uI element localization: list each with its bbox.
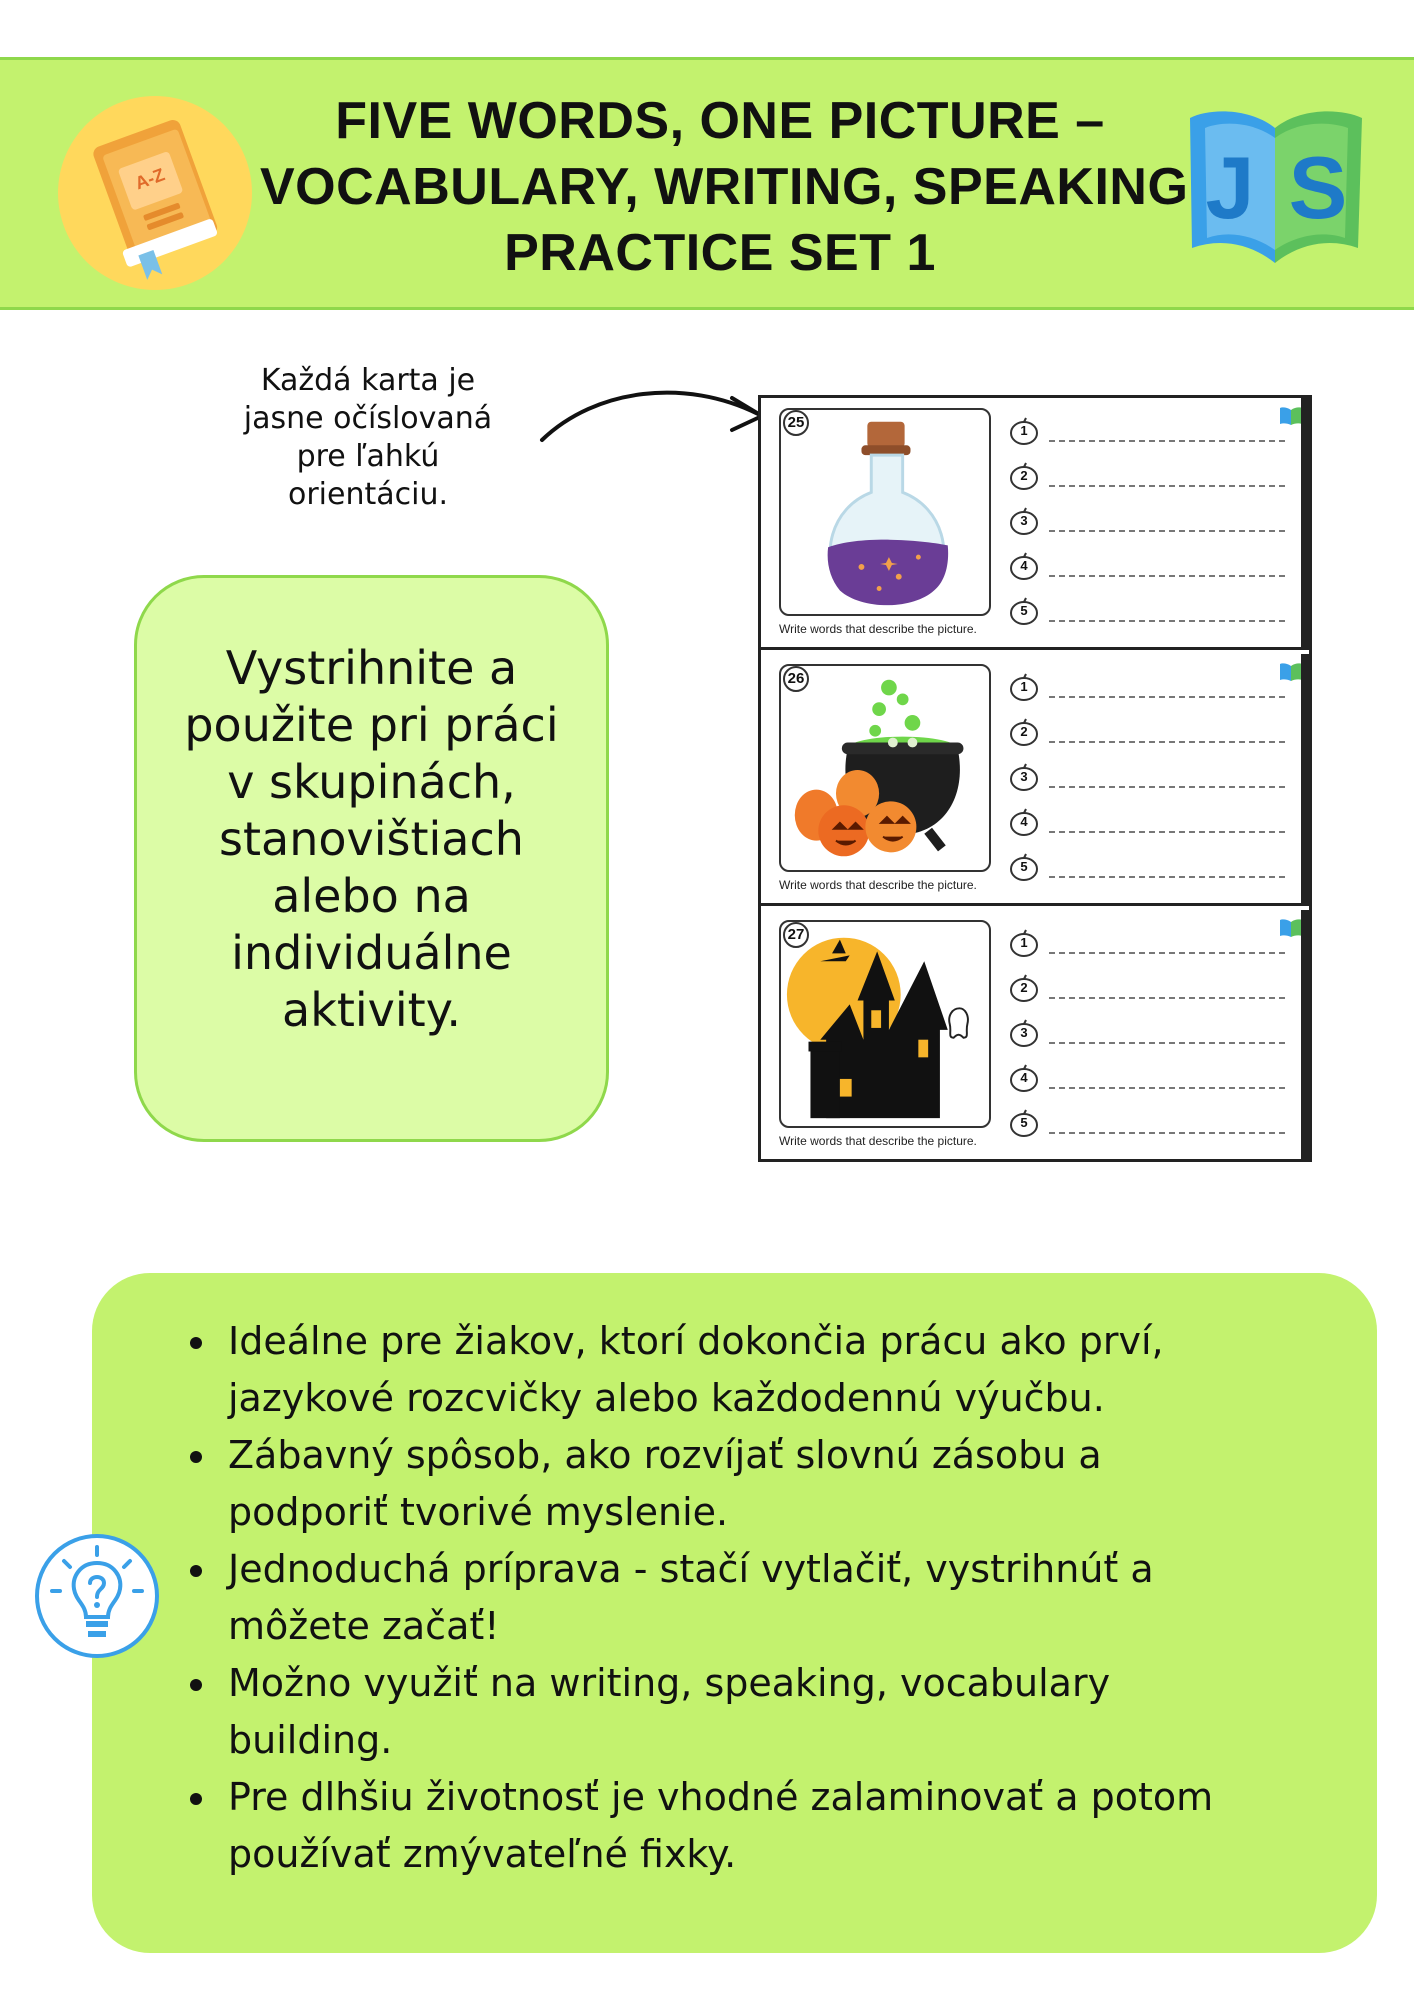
title-line-3: PRACTICE SET 1 [504,224,936,282]
answer-line[interactable] [1009,672,1305,702]
logo-letter-s: S [1288,138,1348,237]
dashed-line [1049,696,1285,698]
answer-line[interactable] [1009,506,1305,536]
dashed-line [1049,1042,1285,1044]
header-banner [0,57,1414,310]
card-edge [1301,654,1309,903]
card-edge [1301,910,1309,1162]
dashed-line [1049,831,1285,833]
arrow-icon [536,378,776,466]
answer-line[interactable] [1009,1063,1305,1093]
list-item [184,1427,1344,1541]
bubble-line: aktivity. [282,983,461,1037]
answer-line[interactable] [1009,416,1305,446]
line-number: 2 [1020,724,1028,739]
card-caption: Write words that describe the picture. [779,878,977,892]
worksheet-card [761,910,1309,1162]
list-item [184,1655,1344,1769]
line-number: 4 [1020,814,1028,829]
note-line: pre ľahkú [296,439,440,474]
answer-line[interactable] [1009,1108,1305,1138]
open-book-logo [1180,98,1370,288]
dashed-line [1049,530,1285,532]
dashed-line [1049,440,1285,442]
haunted-house-picture [779,920,991,1128]
mini-book-icon [1279,406,1303,426]
list-item-line: Zábavný spôsob, ako rozvíjať slovnú zásobu a [228,1433,1102,1477]
lightbulb-question-icon [34,1533,160,1659]
line-number: 1 [1020,423,1028,438]
worksheet-card [761,398,1309,650]
book-icon [58,96,252,290]
potion-bottle-picture [779,408,991,616]
line-number: 4 [1020,558,1028,573]
card-number: 27 [783,922,809,948]
logo-letter-j: J [1205,138,1255,237]
list-item [184,1541,1344,1655]
dashed-line [1049,620,1285,622]
list-item-line: Pre dlhšiu životnosť je vhodné zalaminovať a potom [228,1775,1214,1819]
list-item-line: používať zmývateľné fixky. [228,1832,737,1876]
card-edge [1301,398,1309,647]
line-number: 3 [1020,1025,1028,1040]
dashed-line [1049,876,1285,878]
line-number: 4 [1020,1070,1028,1085]
list-item-line: Ideálne pre žiakov, ktorí dokončia prácu ako prví, [228,1319,1164,1363]
dashed-line [1049,485,1285,487]
bubble-line: v skupinách, [227,755,516,809]
page-title [260,88,1189,286]
answer-line[interactable] [1009,928,1305,958]
mini-book-icon [1279,918,1303,938]
line-number: 1 [1020,679,1028,694]
bubble-line: individuálne [231,926,512,980]
line-number: 5 [1020,859,1028,874]
dashed-line [1049,575,1285,577]
left-logo-text: A-Z [132,164,168,194]
card-number: 26 [783,666,809,692]
answer-line[interactable] [1009,762,1305,792]
line-number: 5 [1020,1115,1028,1130]
worksheet-card [761,654,1309,906]
list-item [184,1313,1344,1427]
list-item [184,1769,1344,1883]
note-line: jasne očíslovaná [243,401,493,436]
list-item-line: podporiť tvorivé myslenie. [228,1490,729,1534]
dashed-line [1049,786,1285,788]
answer-line[interactable] [1009,596,1305,626]
card-caption: Write words that describe the picture. [779,1134,977,1148]
list-item-line: môžete začať! [228,1604,500,1648]
list-item-line: Jednoduchá príprava - stačí vytlačiť, vystrihnúť a [228,1547,1154,1591]
title-line-2: VOCABULARY, WRITING, SPEAKING [260,158,1189,216]
answer-line[interactable] [1009,973,1305,1003]
instructions-bubble [134,575,609,1142]
answer-line[interactable] [1009,1018,1305,1048]
mini-book-icon [1279,662,1303,682]
cauldron-pumpkins-picture [779,664,991,872]
dashed-line [1049,997,1285,999]
list-item-line: Možno využiť na writing, speaking, vocabulary [228,1661,1111,1705]
dashed-line [1049,1087,1285,1089]
bubble-line: alebo na [272,869,471,923]
title-line-1: FIVE WORDS, ONE PICTURE – [335,92,1105,150]
card-number: 25 [783,410,809,436]
list-item-line: building. [228,1718,393,1762]
line-number: 3 [1020,513,1028,528]
dashed-line [1049,952,1285,954]
note-line: orientáciu. [287,477,449,512]
bubble-line: stanovištiach [219,812,524,866]
info-box [92,1273,1377,1953]
worksheet-cards-preview [758,395,1312,1162]
answer-line[interactable] [1009,807,1305,837]
line-number: 2 [1020,980,1028,995]
note-line: Každá karta je [260,363,476,398]
card-caption: Write words that describe the picture. [779,622,977,636]
list-item-line: jazykové rozcvičky alebo každodennú výučbu. [228,1376,1105,1420]
answer-line[interactable] [1009,717,1305,747]
line-number: 5 [1020,603,1028,618]
dashed-line [1049,1132,1285,1134]
numbering-note [218,362,518,514]
answer-line[interactable] [1009,852,1305,882]
answer-line[interactable] [1009,461,1305,491]
line-number: 1 [1020,935,1028,950]
answer-line[interactable] [1009,551,1305,581]
bubble-line: použite pri práci [184,698,559,752]
line-number: 3 [1020,769,1028,784]
line-number: 2 [1020,468,1028,483]
dashed-line [1049,741,1285,743]
bubble-line: Vystrihnite a [225,641,518,695]
benefits-list [184,1313,1344,1883]
